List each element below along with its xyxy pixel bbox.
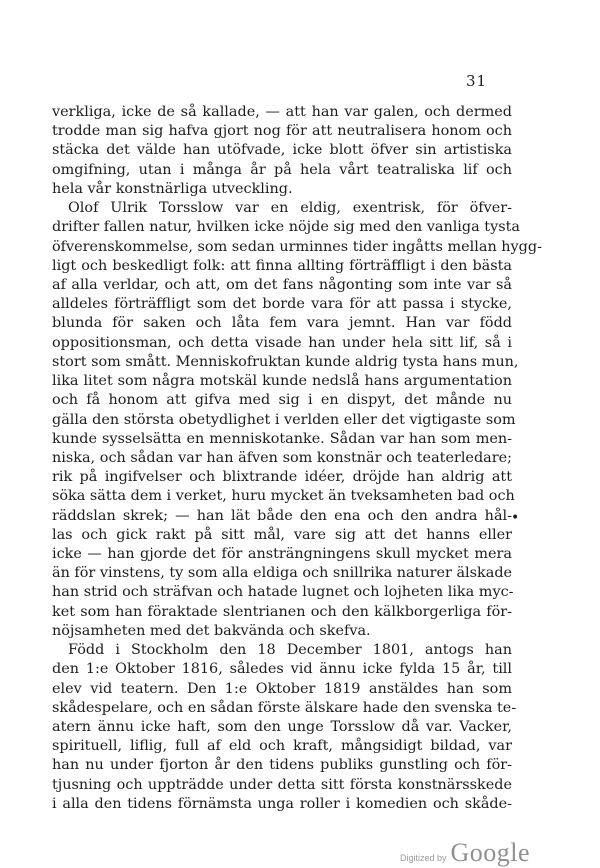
watermark-brand-logo: Google [450,838,531,867]
text-line-5: hela vår konstnärliga utveckling. [52,180,293,197]
text-line-19: niska, och sådan var han äfven som konstnär och teaterledare; [52,449,512,466]
text-line-16: och få honom att gifva med sig i en dispyt, det månde nu [52,392,512,409]
text-line-20: rik på ingifvelser och blixtrande idéer, dröjde han aldrig att [52,469,512,486]
text-line-11: alldeles förträffligt som det borde vara för att passa i stycke, [52,296,512,313]
text-line-9: ligt och beskedligt folk: att finna allting förträffligt i den bästa [52,257,512,274]
text-line-33: atern ännu icke haft, som den unge Torsslow då var. Vacker, [52,719,512,735]
text-line-17: gälla den största obetydlighet i verlden eller det vigtigaste som [52,411,516,428]
text-line-26: han strid och sträfvan och hatade lugnet och lojheten lika myc- [52,584,514,601]
text-line-3: stäcka det välde han utöfvade, icke blott öfver sin artistiska [52,142,512,159]
text-line-35: han nu under fjorton år den tidens publiks gunstling och för- [52,757,512,774]
text-line-15: lika litet som några motskäl kunde nedslå hans argumentation [52,373,512,390]
text-line-12: blunda för saken och låta fem vara jemnt. Han var född [52,315,512,332]
text-line-37: i alla den tidens förnämsta unga roller i komedien och skåde- [52,795,512,812]
text-line-18: kunde sysselsätta en menniskotanke. Sådan var han som men- [52,430,512,447]
text-line-32: skådespelare, och en sådan förste älskare hade den svenska te- [52,699,517,716]
text-line-30: den 1:e Oktober 1816, således vid ännu icke fylda 15 år, till [52,661,512,678]
body-text [52,103,542,814]
text-line-1: verkliga, icke de så kallade, — att han var galen, och dermed [52,104,512,120]
text-line-2: trodde man sig hafva gjort nog för att neutralisera honom och [52,123,512,140]
text-line-24: icke — han gjorde det för ansträngningens skull mycket mera [52,546,512,563]
page-number: 31 [466,72,488,90]
text-line-29: Född i Stockholm den 18 December 1801, antogs han [68,642,512,659]
text-line-27: ket som han föraktade slentrianen och den kälkborgerliga för- [52,603,512,620]
text-line-22: räddslan skrek; — han lät både den ena och den andra hål- [52,507,512,524]
text-line-23: las och gick rakt på sitt mål, vare sig att det hanns eller [52,526,512,543]
text-line-4: omgifning, utan i många år på hela vårt teatraliska lif och [52,161,512,178]
text-line-28: nöjsamheten med det bakvända och skefva. [52,622,371,639]
text-line-34: spirituell, liflig, full af eld och kraft, mångsidigt bildad, var [52,738,512,755]
text-line-13: oppositionsman, och detta visade han under hela sitt lif, så i [52,334,512,351]
text-line-14: stort som smått. Menniskofruktan kunde aldrig tysta hans mun, [52,353,519,370]
text-line-10: af alla verldar, och att, om det fans någonting som inte var så [52,276,512,293]
text-line-8: öfverenskommelse, som sedan urminnes tider ingåtts mellan hygg- [52,238,542,255]
digitized-watermark [400,838,530,868]
text-line-6: Olof Ulrik Torsslow var en eldig, exentrisk, för öfver- [68,200,512,217]
text-line-36: tjusning och uppträdde under detta sitt första konstnärsskede [52,776,512,793]
watermark-prefix: Digitized by [400,853,447,863]
text-line-25: än för vinstens, ty som alla eldiga och snillrika naturer älskade [52,565,513,582]
stray-dot: • [511,510,520,526]
text-line-7: drifter fallen natur, hvilken icke nöjde sig med den vanliga tysta [52,219,520,236]
text-line-21: söka sätta dem i verket, huru mycket än tveksamheten bad och [52,488,515,505]
text-line-31: elev vid teatern. Den 1:e Oktober 1819 anstäldes han som [52,680,512,697]
